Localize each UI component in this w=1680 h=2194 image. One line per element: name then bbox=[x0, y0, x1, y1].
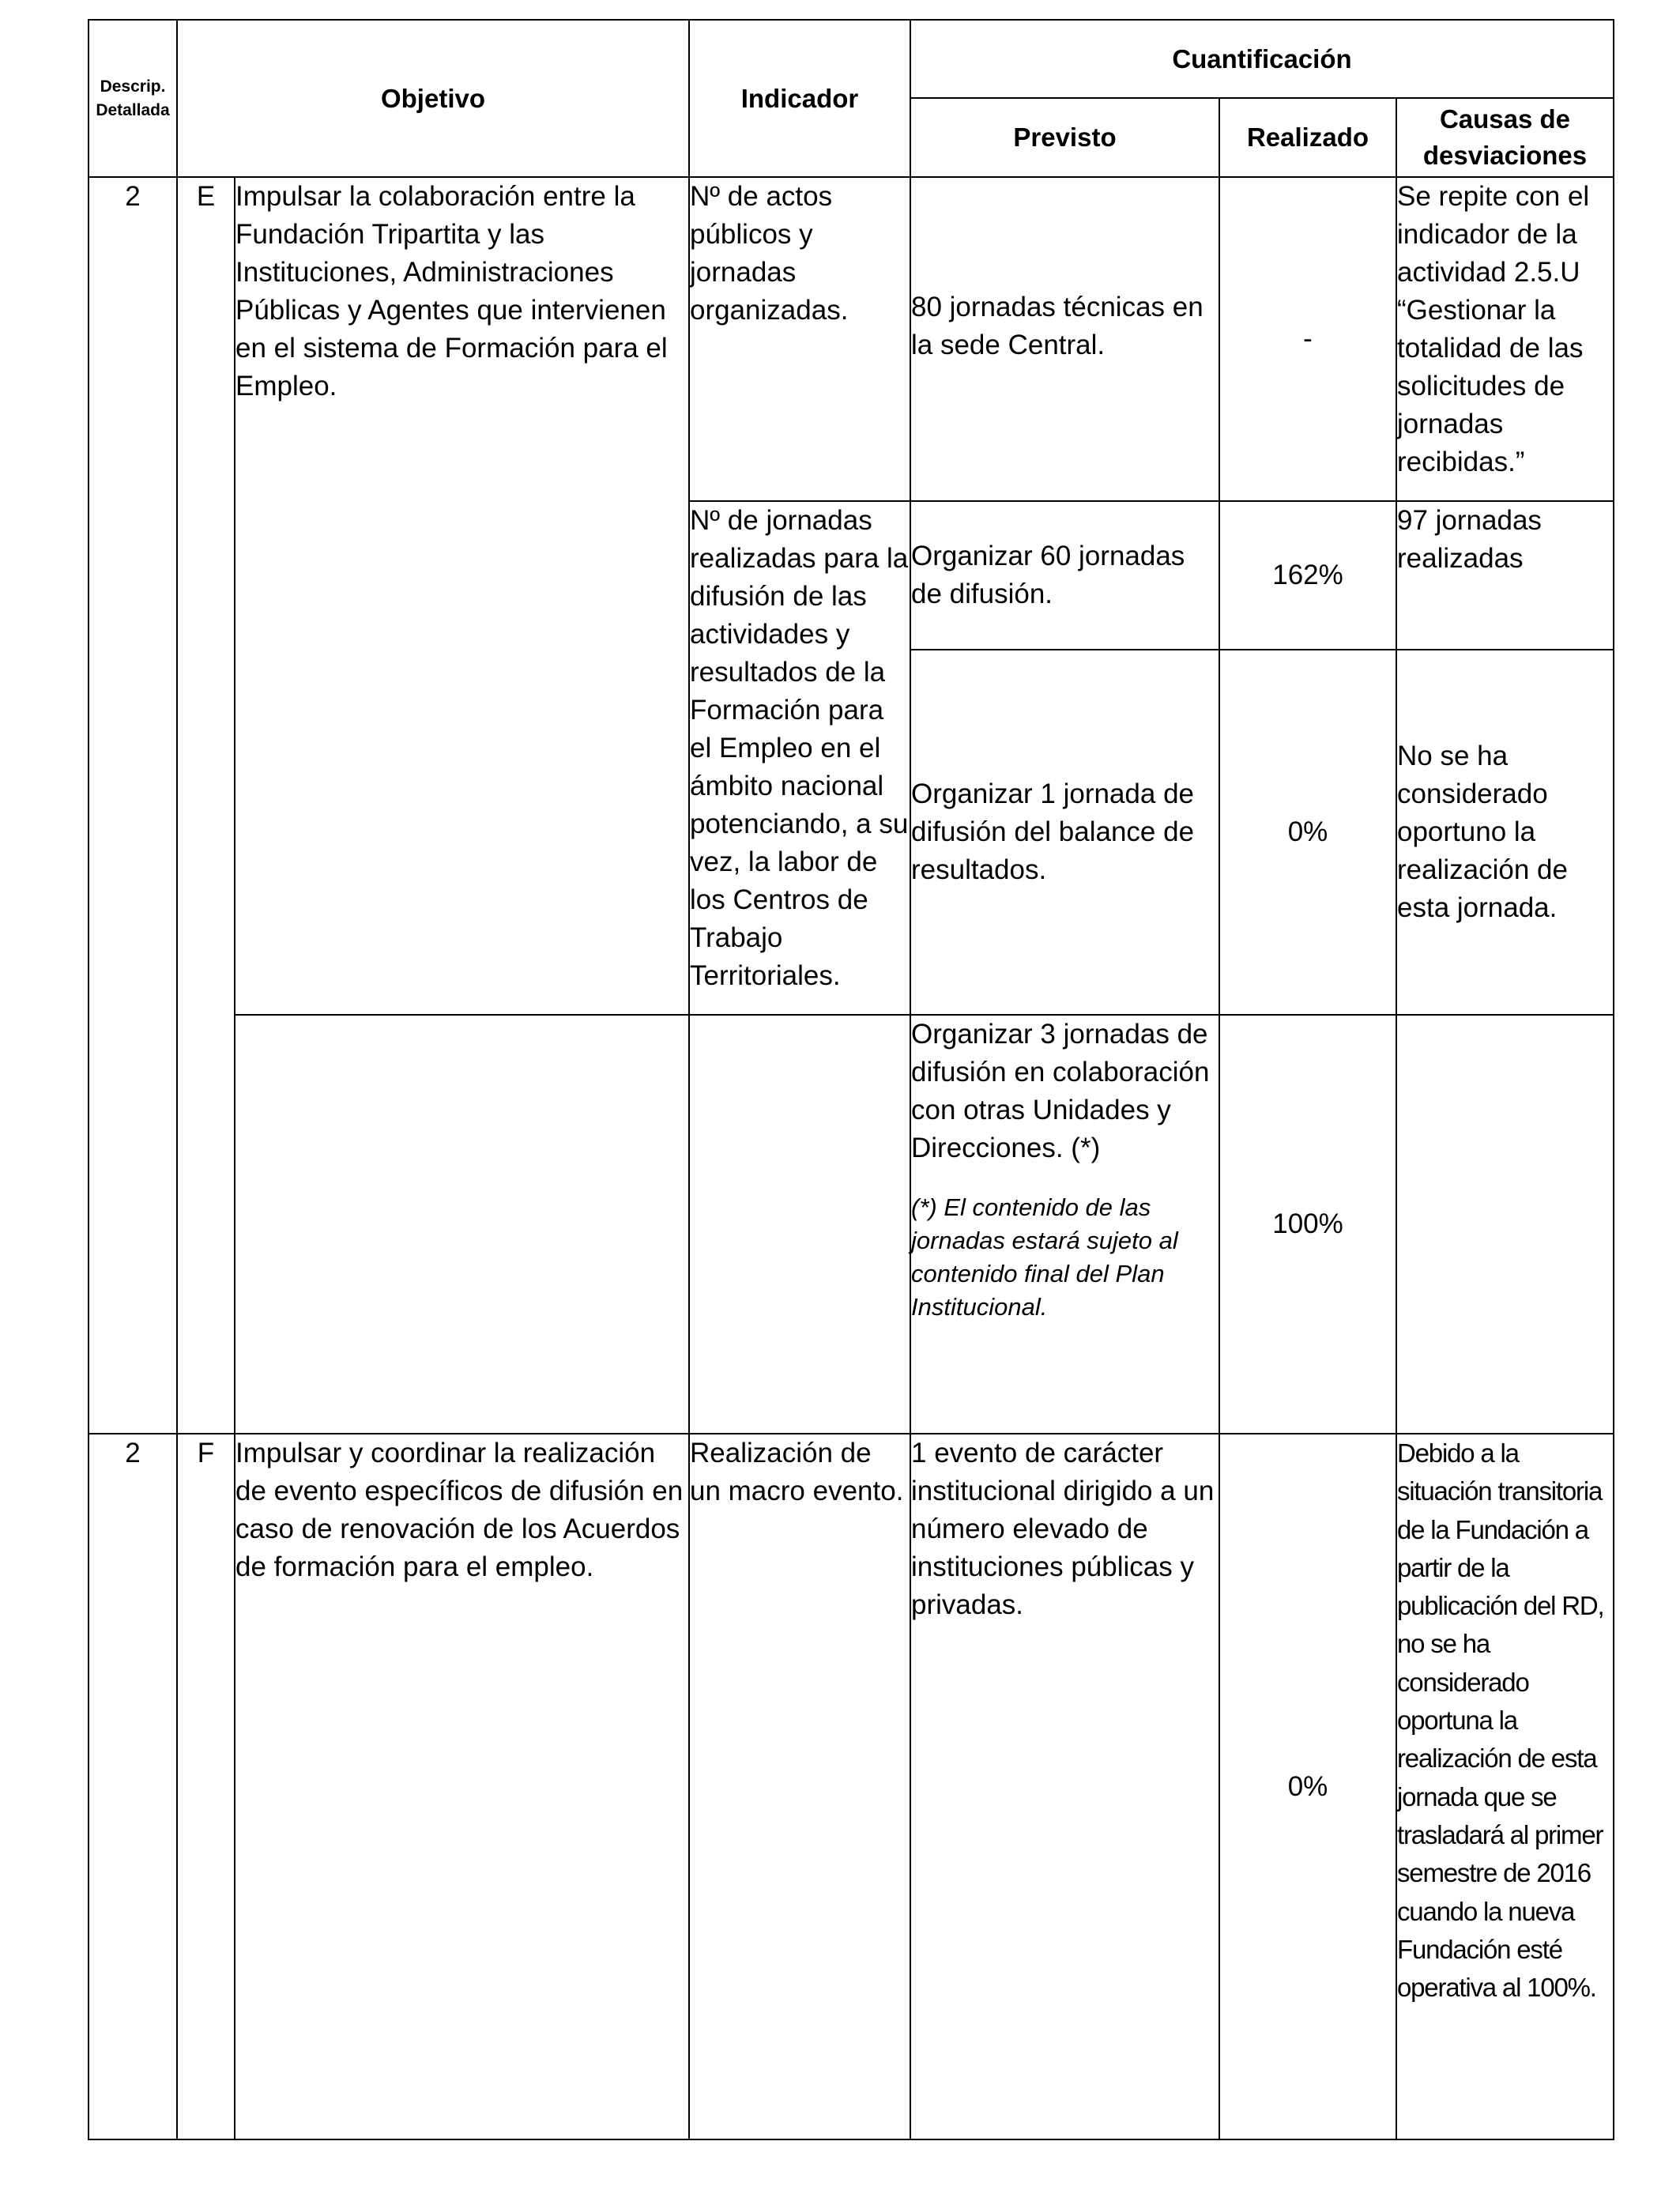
header-descrip: Descrip. Detallada bbox=[89, 20, 177, 177]
row-e-causas-4 bbox=[1396, 1015, 1614, 1434]
row-f-objetivo: Impulsar y coordinar la realización de evento específicos de difusión en caso de renovación de los Acuerdos de formación para el empleo. bbox=[235, 1434, 689, 2139]
header-cuantificacion: Cuantificación bbox=[910, 20, 1614, 98]
row-e-causas-3: No se ha considerado oportuno la realización de esta jornada. bbox=[1396, 650, 1614, 1015]
header-indicador: Indicador bbox=[689, 20, 910, 177]
row-e-previsto-2: Organizar 60 jornadas de difusión. bbox=[910, 501, 1219, 650]
row-e-previsto-3: Organizar 1 jornada de difusión del balance de resultados. bbox=[910, 650, 1219, 1015]
row-e-realizado-4: 100% bbox=[1219, 1015, 1396, 1434]
row-f-indicador: Realización de un macro evento. bbox=[689, 1434, 910, 2139]
row-e-causas-1: Se repite con el indicador de la actividad 2.5.U “Gestionar la totalidad de las solicitudes de jornadas recibidas.” bbox=[1396, 177, 1614, 501]
table-row bbox=[89, 1434, 1614, 2139]
row-e-objetivo-empty bbox=[235, 1015, 689, 1434]
row-e-objetivo: Impulsar la colaboración entre la Fundación Tripartita y las Instituciones, Administraciones Públicas y Agentes que intervienen en el sistema de Formación para el Empleo. bbox=[235, 177, 689, 1015]
row-e-indicador-empty bbox=[689, 1015, 910, 1434]
row-e-indicador-2: Nº de jornadas realizadas para la difusión de las actividades y resultados de la Formación para el Empleo en el ámbito nacional potenciando, a su vez, la labor de los Centros de Trabajo Territoriales. bbox=[689, 501, 910, 1015]
row-e-number: 2 bbox=[89, 177, 177, 1434]
header-causas: Causas de desviaciones bbox=[1396, 98, 1614, 177]
row-e-realizado-1: - bbox=[1219, 177, 1396, 501]
row-f-causas: Debido a la situación transitoria de la Fundación a partir de la publicación del RD, no se ha considerado oportuna la realización de esta jornada que se trasladará al primer semestre de 2016 cuando la nueva Fundación esté operativa al 100%. bbox=[1396, 1434, 1614, 2139]
row-e-causas-2: 97 jornadas realizadas bbox=[1396, 501, 1614, 650]
row-e-indicador-1: Nº de actos públicos y jornadas organizadas. bbox=[689, 177, 910, 501]
row-f-letter: F bbox=[177, 1434, 235, 2139]
row-f-previsto: 1 evento de carácter institucional dirigido a un número elevado de instituciones públicas y privadas. bbox=[910, 1434, 1219, 2139]
row-e-realizado-2: 162% bbox=[1219, 501, 1396, 650]
row-e-previsto-4 bbox=[910, 1015, 1219, 1434]
header-objetivo: Objetivo bbox=[177, 20, 689, 177]
previsto-4-text: Organizar 3 jornadas de difusión en colaboración con otras Unidades y Direcciones. (*) bbox=[911, 1019, 1210, 1163]
row-e-realizado-3: 0% bbox=[1219, 650, 1396, 1015]
header-realizado: Realizado bbox=[1219, 98, 1396, 177]
previsto-4-note: (*) El contenido de las jornadas estará sujeto al contenido final del Plan Institucional. bbox=[911, 1193, 1178, 1321]
row-f-number: 2 bbox=[89, 1434, 177, 2139]
table-row bbox=[89, 1015, 1614, 1434]
header-previsto: Previsto bbox=[910, 98, 1219, 177]
table-row bbox=[89, 177, 1614, 501]
row-e-previsto-1: 80 jornadas técnicas en la sede Central. bbox=[910, 177, 1219, 501]
planning-table bbox=[88, 19, 1614, 2140]
row-f-realizado: 0% bbox=[1219, 1434, 1396, 2139]
row-e-letter: E bbox=[177, 177, 235, 1434]
